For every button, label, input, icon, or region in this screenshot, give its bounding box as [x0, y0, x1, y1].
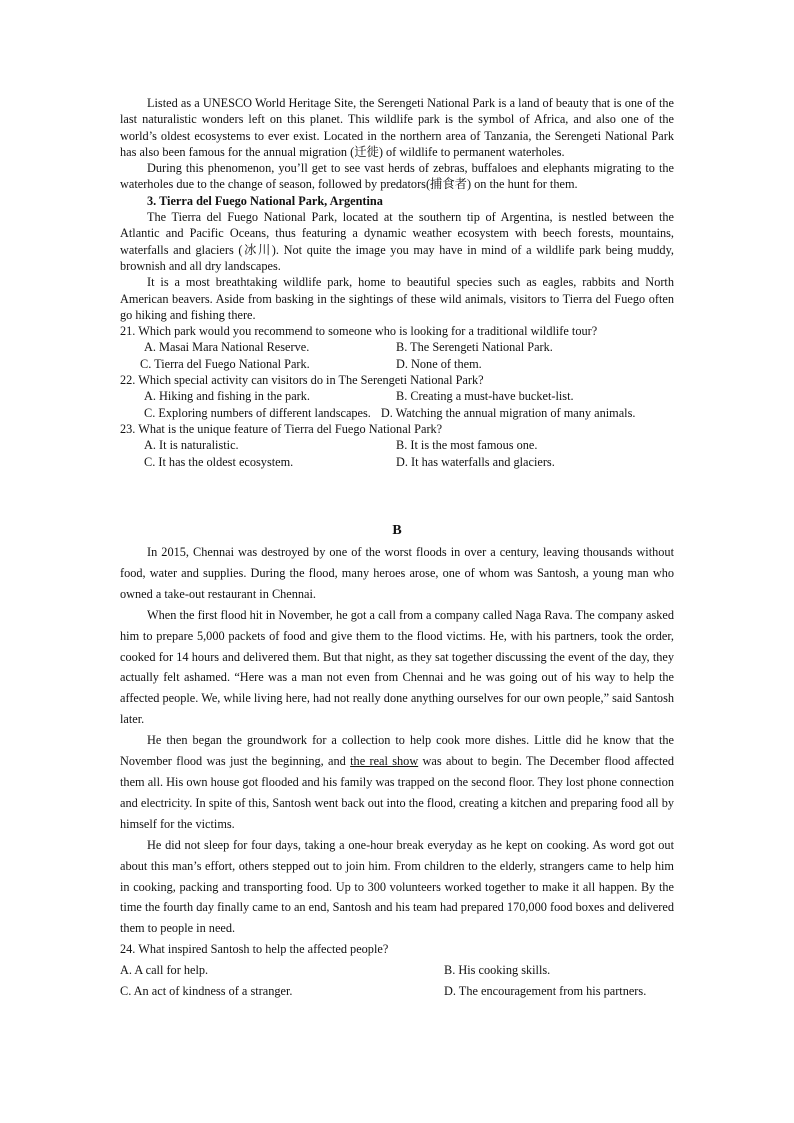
option-24d: D. The encouragement from his partners.: [444, 984, 647, 999]
question-23-options-row-1: [120, 437, 674, 453]
option-21b: B. The Serengeti National Park.: [396, 340, 553, 355]
option-24c: C. An act of kindness of a stranger.: [120, 984, 293, 999]
paragraph-tierra-intro: The Tierra del Fuego National Park, located at the southern tip of Argentina, is nestled between the Atlantic and Pacific Oceans, thus featuring a dynamic weather ecosystem with beech forests, mountains, waterfalls and glaciers (冰川). Not quite the image you may have in mind of a wildlife park being muddy, brownish and all dry landscapes.: [120, 210, 674, 273]
option-23c: C. It has the oldest ecosystem.: [144, 454, 294, 469]
option-22d: D. Watching the annual migration of many animals.: [380, 405, 636, 420]
question-24: 24. What inspired Santosh to help the affected people?: [120, 942, 389, 957]
option-21c: C. Tierra del Fuego National Park.: [140, 356, 310, 371]
option-22a: A. Hiking and fishing in the park.: [144, 389, 310, 404]
question-24-options-row-1: [120, 960, 674, 981]
question-21-options-row-2: [120, 356, 674, 372]
question-23-options-row-2: [120, 454, 674, 470]
paragraph-serengeti-intro: Listed as a UNESCO World Heritage Site, the Serengeti National Park is a land of beauty that is one of the last naturalistic wonders left on this planet. This wildlife park is the symbol of Africa, and also one of the world’s oldest ecosystems to ever exist. Located in the northern area of Tanzania, the Serengeti National Park has also been famous for the annual migration (迁徙) of wildlife to permanent waterholes.: [120, 96, 674, 159]
paragraph-serengeti-migration: During this phenomenon, you’ll get to see vast herds of zebras, buffaloes and elephants migrating to the waterholes due to the change of season, followed by predators(捕食者) on the hunt for them.: [120, 161, 674, 192]
underlined-phrase: the real show: [350, 754, 419, 769]
option-23b: B. It is the most famous one.: [396, 438, 538, 453]
option-21a: A. Masai Mara National Reserve.: [144, 340, 310, 355]
question-22-options-row-1: [120, 388, 674, 404]
section-b-title: B: [392, 523, 402, 538]
option-23d: D. It has waterfalls and glaciers.: [396, 454, 555, 469]
question-22: 22. Which special activity can visitors do in The Serengeti National Park?: [120, 373, 484, 388]
question-22-options-row-2: [120, 405, 674, 421]
option-22b: B. Creating a must-have bucket-list.: [396, 389, 574, 404]
option-24a: A. A call for help.: [120, 963, 209, 978]
paragraph-tierra-wildlife: It is a most breathtaking wildlife park, home to beautiful species such as eagles, rabbits and North American beavers. Aside from basking in the sightings of these wild animals, visitors to Tierra del Fuego often go hiking and fishing there.: [120, 275, 674, 322]
passage-a: [120, 95, 674, 470]
option-24b: B. His cooking skills.: [444, 963, 551, 978]
question-23: 23. What is the unique feature of Tierra del Fuego National Park?: [120, 421, 443, 436]
question-21-options-row-1: [120, 339, 674, 355]
option-22c: C. Exploring numbers of different landscapes.: [144, 405, 371, 420]
heading-tierra-del-fuego: 3. Tierra del Fuego National Park, Argentina: [147, 193, 383, 208]
paragraph-chennai-flood: In 2015, Chennai was destroyed by one of the worst floods in over a century, leaving thousands without food, water and supplies. During the flood, many heroes arose, one of whom was Santosh, a young man who owned a take-out restaurant in Chennai.: [120, 545, 674, 601]
option-21d: D. None of them.: [396, 356, 482, 371]
question-21: 21. Which park would you recommend to someone who is looking for a traditional wildlife tour?: [120, 324, 598, 339]
option-23a: A. It is naturalistic.: [144, 438, 239, 453]
question-24-options-row-2: [120, 981, 674, 1002]
paragraph-december-flood: He then began the groundwork for a collection to help cook more dishes. Little did he know that the November flood was just the beginning, and the real show was about to begin. The December flood affected them all. His own house got flooded and his family was trapped on the second floor. They lost phone connection and electricity. In spite of this, Santosh went back out into the flood, creating a kitchen and preparing food all by himself for the victims.: [120, 733, 675, 831]
paragraph-volunteers: He did not sleep for four days, taking a one-hour break everyday as he kept on cooking. As word got out about this man’s effort, others stepped out to join him. From children to the elderly, strangers came to help him in cooking, packing and transporting food. Up to 300 volunteers worked together to make it all happen. By the time the fourth day finally came to an end, Santosh and his team had prepared 170,000 food boxes and delivered them to people in need.: [120, 837, 674, 936]
passage-b: [120, 542, 674, 1002]
paragraph-naga-rava: When the first flood hit in November, he got a call from a company called Naga Rava. The company asked him to prepare 5,000 packets of food and give them to the flood victims. He, with his partners, took the order, cooked for 14 hours and delivered them. But that night, as they sat together discussing the event of the day, they actually felt ashamed. “Here was a man not even from Chennai and he was going out of his way to help the affected people. We, while living here, had not really done anything ourselves for our own people,” said Santosh later.: [120, 607, 674, 727]
